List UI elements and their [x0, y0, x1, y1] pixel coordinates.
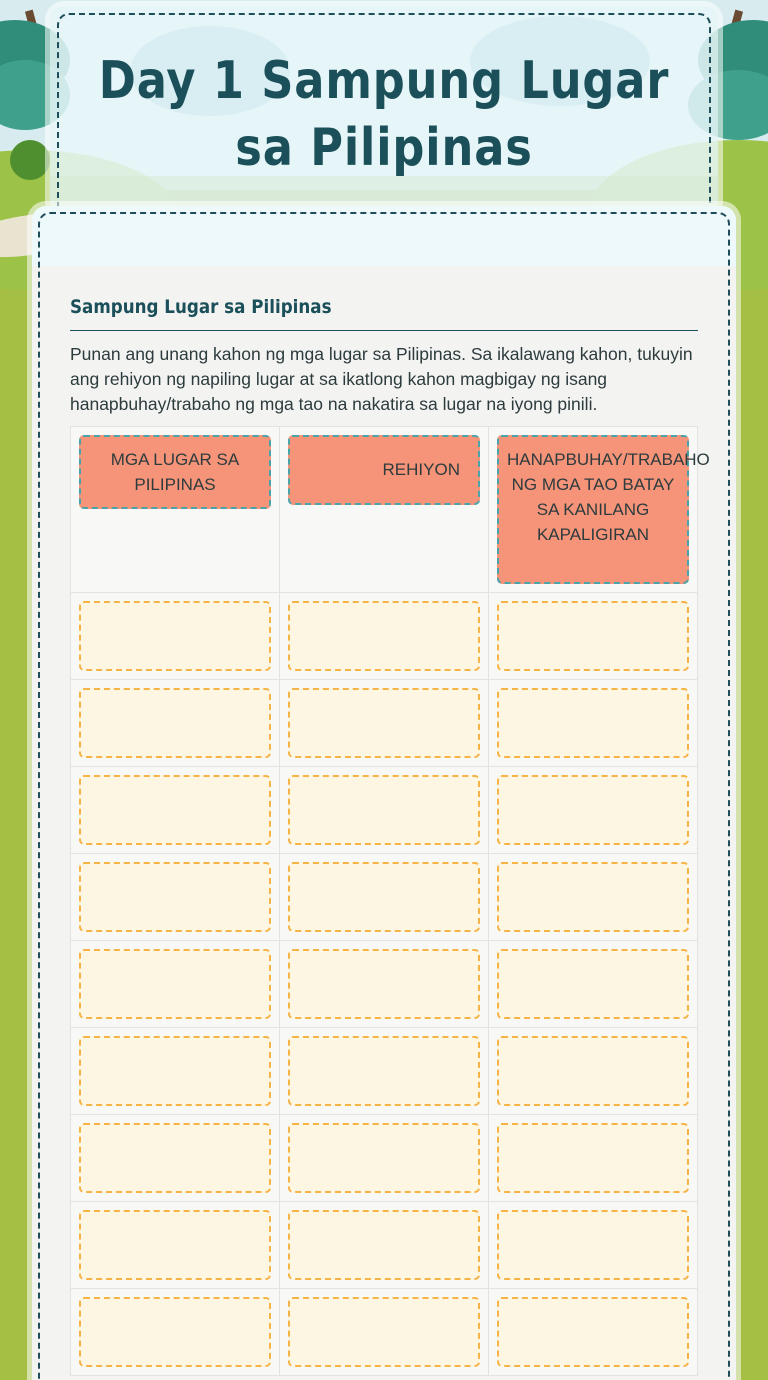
header-lugar: MGA LUGAR SA PILIPINAS: [79, 435, 271, 509]
table-row: [71, 767, 698, 854]
table-header-cell: [489, 427, 710, 593]
table-row: [71, 1202, 698, 1289]
table-cell: [71, 680, 280, 767]
section-divider: [70, 330, 698, 331]
table-cell: [280, 941, 489, 1028]
rehiyon-input[interactable]: [288, 688, 480, 758]
table-cell: [280, 854, 489, 941]
header-rehiyon: REHIYON: [288, 435, 480, 505]
section-title: Sampung Lugar sa Pilipinas: [70, 296, 332, 318]
table-cell: [71, 1115, 280, 1202]
table-cell: [71, 941, 280, 1028]
lugar-input[interactable]: [79, 1210, 271, 1280]
table-cell: [280, 1289, 489, 1376]
lugar-input[interactable]: [79, 601, 271, 671]
table-cell: [280, 593, 489, 680]
hanapbuhay-input[interactable]: [497, 601, 689, 671]
table-cell: [489, 593, 698, 680]
table-row: [71, 941, 698, 1028]
hanapbuhay-input[interactable]: [497, 949, 689, 1019]
lugar-input[interactable]: [79, 688, 271, 758]
table-cell: [280, 1028, 489, 1115]
table-row: [71, 680, 698, 767]
lugar-input[interactable]: [79, 1297, 271, 1367]
table-cell: [489, 854, 698, 941]
table-cell: [71, 1202, 280, 1289]
table-cell: [71, 854, 280, 941]
table-cell: [489, 1289, 698, 1376]
lugar-input[interactable]: [79, 949, 271, 1019]
table-cell: [489, 767, 698, 854]
hanapbuhay-input[interactable]: [497, 775, 689, 845]
hanapbuhay-input[interactable]: [497, 1210, 689, 1280]
rehiyon-input[interactable]: [288, 1036, 480, 1106]
table-cell: [280, 1202, 489, 1289]
hanapbuhay-input[interactable]: [497, 862, 689, 932]
rehiyon-input[interactable]: [288, 1210, 480, 1280]
title-card: [50, 6, 718, 216]
table-row: [71, 1115, 698, 1202]
table-cell: [489, 941, 698, 1028]
hanapbuhay-input[interactable]: [497, 1036, 689, 1106]
table-cell: [71, 593, 280, 680]
instructions: Punan ang unang kahon ng mga lugar sa Pilipinas. Sa ikalawang kahon, tukuyin ang rehiyon ng napiling lugar at sa ikatlong kahon magbigay ng isang hanapbuhay/trabaho ng mga tao na nakatira sa lugar na iyong pinili.: [70, 344, 693, 414]
table-cell: [71, 1289, 280, 1376]
table-body: [71, 593, 698, 1376]
rehiyon-input[interactable]: [288, 775, 480, 845]
lugar-input[interactable]: [79, 1036, 271, 1106]
hanapbuhay-input[interactable]: [497, 1123, 689, 1193]
header-hanapbuhay: HANAPBUHAY/TRABAHO NG MGA TAO BATAY SA KANILANG KAPALIGIRAN: [497, 435, 689, 584]
worksheet-card: [32, 206, 736, 1380]
rehiyon-input[interactable]: [288, 949, 480, 1019]
table-header-cell: [71, 427, 280, 593]
lugar-input[interactable]: [79, 1123, 271, 1193]
rehiyon-input[interactable]: [288, 862, 480, 932]
lugar-input[interactable]: [79, 775, 271, 845]
table-row: [71, 593, 698, 680]
table-header-row: [71, 427, 710, 593]
table-header-cell: [280, 427, 489, 593]
table-cell: [280, 1115, 489, 1202]
table-cell: [71, 1028, 280, 1115]
answer-table: [70, 426, 710, 1376]
table-cell: [280, 680, 489, 767]
rehiyon-input[interactable]: [288, 601, 480, 671]
hanapbuhay-input[interactable]: [497, 688, 689, 758]
card-top-band: [32, 206, 736, 266]
table-cell: [489, 1028, 698, 1115]
table-row: [71, 854, 698, 941]
page-title: Day 1 Sampung Lugar sa Pilipinas: [98, 51, 670, 178]
bush: [10, 140, 50, 180]
table-cell: [489, 1202, 698, 1289]
lugar-input[interactable]: [79, 862, 271, 932]
table-row: [71, 1028, 698, 1115]
table-cell: [71, 767, 280, 854]
hanapbuhay-input[interactable]: [497, 1297, 689, 1367]
table-cell: [280, 767, 489, 854]
rehiyon-input[interactable]: [288, 1123, 480, 1193]
table-cell: [489, 1115, 698, 1202]
rehiyon-input[interactable]: [288, 1297, 480, 1367]
table-cell: [489, 680, 698, 767]
table-row: [71, 1289, 698, 1376]
